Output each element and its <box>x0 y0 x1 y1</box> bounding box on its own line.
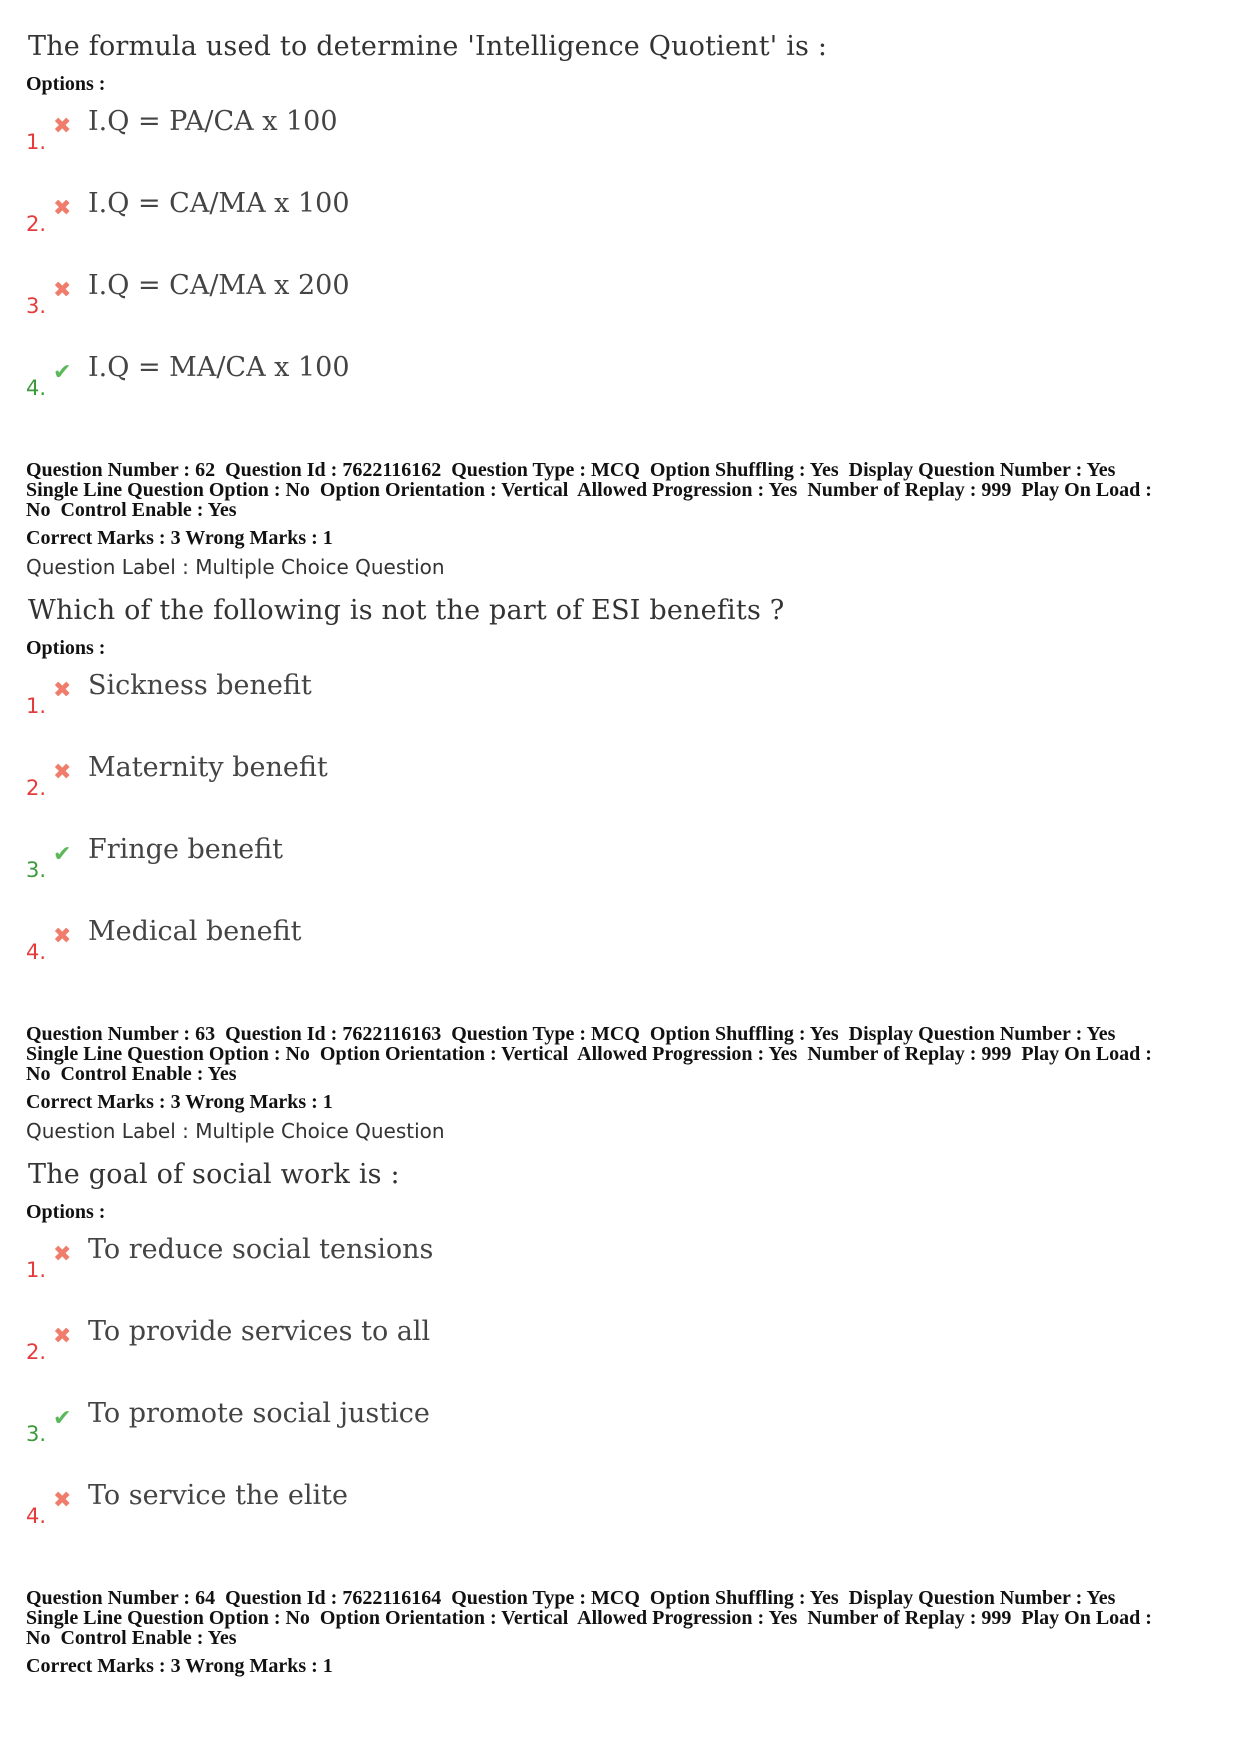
cross-icon: ✖ <box>53 760 72 785</box>
option-item <box>26 1310 1216 1392</box>
option-item <box>26 828 1216 910</box>
options-label: Options : <box>26 73 106 95</box>
option-number: 2. <box>26 776 47 800</box>
question-block <box>26 460 1216 1024</box>
option-text: Fringe benefit <box>88 834 283 865</box>
question-block <box>26 1024 1216 1588</box>
option-number: 2. <box>26 1340 47 1364</box>
option-number: 1. <box>26 694 47 718</box>
option-text: I.Q = CA/MA x 100 <box>88 188 350 219</box>
question-label: Question Label : Multiple Choice Question <box>26 555 445 579</box>
cross-icon: ✖ <box>53 1488 72 1513</box>
option-item <box>26 746 1216 828</box>
cross-icon: ✖ <box>53 1324 72 1349</box>
marks-info: Correct Marks : 3 Wrong Marks : 1 <box>26 527 333 549</box>
question-text: The goal of social work is : <box>28 1159 400 1190</box>
option-item <box>26 182 1216 264</box>
cross-icon: ✖ <box>53 114 72 139</box>
cross-icon: ✖ <box>53 196 72 221</box>
cross-icon: ✖ <box>53 278 72 303</box>
option-text: To provide services to all <box>88 1316 431 1347</box>
cross-icon: ✖ <box>53 1242 72 1267</box>
option-text: I.Q = PA/CA x 100 <box>88 106 338 137</box>
option-text: To promote social justice <box>88 1398 430 1429</box>
option-text: Sickness benefit <box>88 670 312 701</box>
question-paper <box>26 28 1216 1682</box>
question-meta: Question Number : 63 Question Id : 7622116163 Question Type : MCQ Option Shuffling : Yes Display Question Number : Yes Single Line Question Option : No Option Orientation : Vertical Allowed Progression : Yes Number of Replay : 999 Play On Load : No Control Enable : Yes <box>26 1023 1152 1085</box>
option-item <box>26 1392 1216 1474</box>
option-text: I.Q = CA/MA x 200 <box>88 270 350 301</box>
question-meta: Question Number : 62 Question Id : 7622116162 Question Type : MCQ Option Shuffling : Yes Display Question Number : Yes Single Line Question Option : No Option Orientation : Vertical Allowed Progression : Yes Number of Replay : 999 Play On Load : No Control Enable : Yes <box>26 459 1152 521</box>
option-text: To service the elite <box>88 1480 348 1511</box>
marks-info: Correct Marks : 3 Wrong Marks : 1 <box>26 1655 333 1677</box>
check-icon: ✔ <box>53 1406 72 1431</box>
question-text: Which of the following is not the part of ESI benefits ? <box>28 595 785 626</box>
option-number: 1. <box>26 130 47 154</box>
question-label: Question Label : Multiple Choice Question <box>26 1119 445 1143</box>
option-text: Maternity benefit <box>88 752 328 783</box>
question-meta: Question Number : 64 Question Id : 7622116164 Question Type : MCQ Option Shuffling : Yes Display Question Number : Yes Single Line Question Option : No Option Orientation : Vertical Allowed Progression : Yes Number of Replay : 999 Play On Load : No Control Enable : Yes <box>26 1587 1152 1649</box>
option-number: 4. <box>26 1504 47 1528</box>
option-item <box>26 1474 1216 1556</box>
option-number: 2. <box>26 212 47 236</box>
question-block <box>26 28 1216 460</box>
options-label: Options : <box>26 1201 106 1223</box>
option-item <box>26 664 1216 746</box>
option-item <box>26 264 1216 346</box>
option-number: 4. <box>26 940 47 964</box>
option-text: Medical benefit <box>88 916 302 947</box>
option-text: To reduce social tensions <box>88 1234 434 1265</box>
check-icon: ✔ <box>53 360 72 385</box>
option-number: 3. <box>26 1422 47 1446</box>
option-item <box>26 346 1216 428</box>
option-number: 3. <box>26 858 47 882</box>
cross-icon: ✖ <box>53 678 72 703</box>
option-item <box>26 100 1216 182</box>
option-item <box>26 910 1216 992</box>
option-number: 3. <box>26 294 47 318</box>
check-icon: ✔ <box>53 842 72 867</box>
question-block <box>26 1588 1216 1678</box>
question-text: The formula used to determine 'Intelligence Quotient' is : <box>28 31 828 62</box>
options-label: Options : <box>26 637 106 659</box>
option-number: 4. <box>26 376 47 400</box>
option-item <box>26 1228 1216 1310</box>
cross-icon: ✖ <box>53 924 72 949</box>
option-number: 1. <box>26 1258 47 1282</box>
marks-info: Correct Marks : 3 Wrong Marks : 1 <box>26 1091 333 1113</box>
option-text: I.Q = MA/CA x 100 <box>88 352 350 383</box>
